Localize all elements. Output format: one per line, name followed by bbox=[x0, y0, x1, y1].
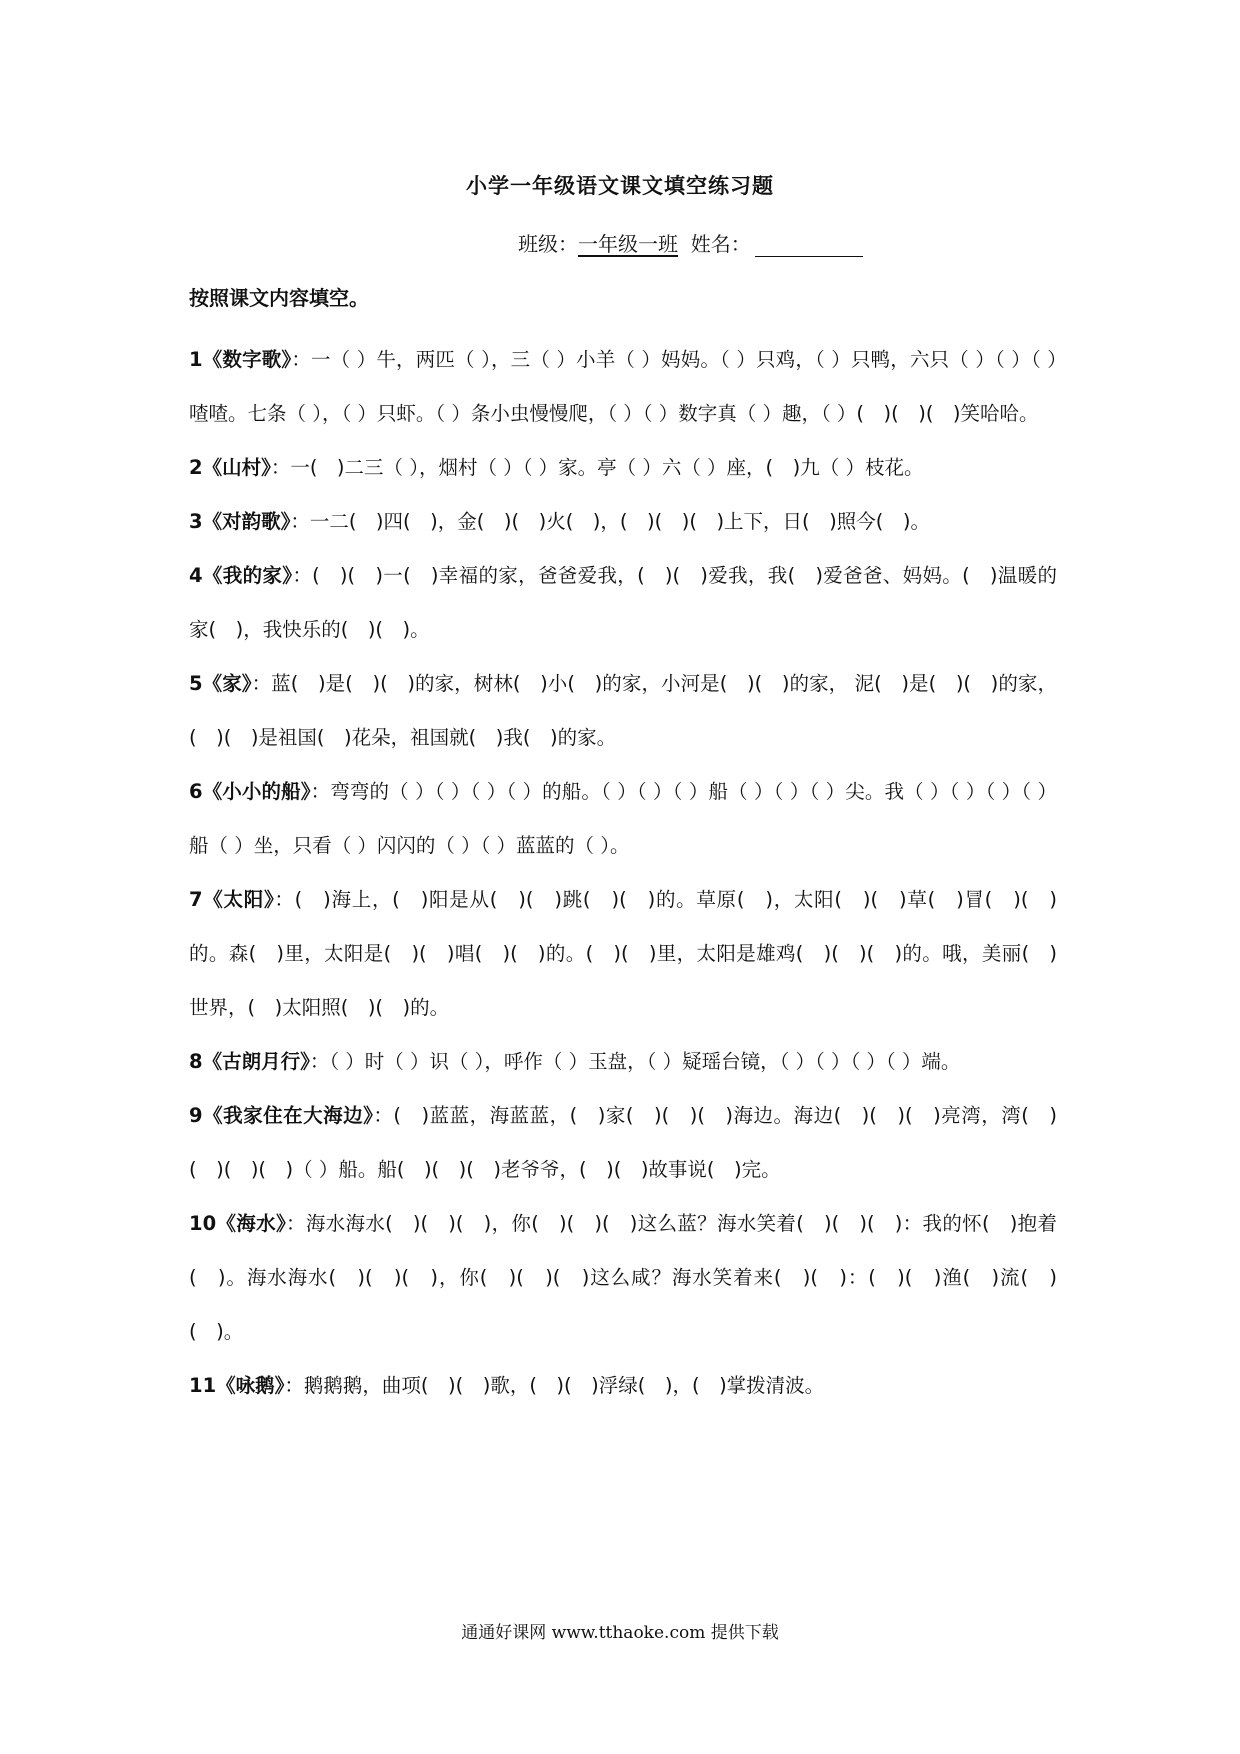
question-item bbox=[189, 333, 1057, 441]
question-item bbox=[189, 1359, 1057, 1413]
question-title: 9《我家住在大海边》 bbox=[189, 1104, 374, 1127]
question-text: ：一二( )四( )，金( )( )火( )，( )( )( )上下，日( )照今( )。 bbox=[290, 510, 930, 533]
question-title: 2《山村》 bbox=[189, 456, 271, 479]
footer-credit: 通通好课网 www.tthaoke.com 提供下载 bbox=[461, 1623, 779, 1643]
instruction-text: 按照课文内容填空。 bbox=[189, 286, 369, 310]
question-title: 6《小小的船》 bbox=[189, 780, 311, 803]
question-text: ：一（ ）牛，两匹（ ），三（ ）小羊（ ）妈妈。（ ）只鸡，（ ）只鸭，六只（ ）（ ）（ ）喳喳。七条（ ），（ ）只虾。（ ）条小虫慢慢爬，（ ）（ ）数字真（ ）趣，（ ）( )( )( )笑哈哈。 bbox=[189, 348, 1057, 425]
question-title: 3《对韵歌》 bbox=[189, 510, 291, 533]
name-label: 姓名： bbox=[690, 232, 751, 256]
question-text: ：一( )二三（ ），烟村（ ）（ ）家。亭（ ）六（ ）座，( )九（ ）枝花。 bbox=[270, 456, 924, 479]
class-label: 班级： bbox=[518, 232, 578, 256]
question-item bbox=[189, 1035, 1057, 1089]
question-text: ：( )蓝蓝，海蓝蓝，( )家( )( )( )海边。海边( )( )( )亮湾，湾( )( )( )( )（ ）船。船( )( )( )老爷爷，( )( )故事说( )完。 bbox=[189, 1104, 1057, 1181]
question-item bbox=[189, 549, 1057, 657]
question-text: ：海水海水( )( )( )，你( )( )( )这么蓝？海水笑着( )( )( )：我的怀( )抱着( )。海水海水( )( )( )，你( )( )( )这么咸？海水笑着来( )( )：( )( )渔( )流( )( )。 bbox=[189, 1212, 1057, 1343]
question-title: 7《太阳》 bbox=[189, 888, 275, 911]
question-text: ：( )( )一( )幸福的家，爸爸爱我，( )( )爱我，我( )爱爸爸、妈妈。( )温暖的家( )，我快乐的( )( )。 bbox=[189, 564, 1057, 641]
question-title: 10《海水》 bbox=[189, 1212, 287, 1235]
name-blank-field[interactable] bbox=[755, 232, 863, 257]
question-item bbox=[189, 873, 1057, 1035]
question-item bbox=[189, 441, 1057, 495]
question-title: 8《古朗月行》 bbox=[189, 1050, 310, 1073]
question-item bbox=[189, 657, 1057, 765]
question-title: 11《咏鹅》 bbox=[189, 1374, 285, 1397]
question-item bbox=[189, 765, 1057, 873]
class-value: 一年级一班 bbox=[578, 232, 678, 256]
question-text: ：（ ）时（ ）识（ ），呼作（ ）玉盘，（ ）疑瑶台镜，（ ）（ ）（ ）（ ）端。 bbox=[309, 1050, 961, 1073]
class-info-line bbox=[518, 228, 863, 257]
question-item bbox=[189, 495, 1057, 549]
question-list bbox=[189, 333, 1057, 1413]
question-text: ：( )海上，( )阳是从( )( )跳( )( )的。草原( )，太阳( )( )草( )冒( )( )的。森( )里，太阳是( )( )唱( )( )的。( )( )里，太阳是雄鸡( )( )( )的。哦，美丽( )世界，( )太阳照( )( )的。 bbox=[189, 888, 1057, 1019]
question-text: ：弯弯的（ ）（ ）（ ）（ ）的船。（ ）（ ）（ ）船（ ）（ ）（ ）尖。我（ ）（ ）（ ）（ ）船（ ）坐，只看（ ）闪闪的（ ）（ ）蓝蓝的（ ）。 bbox=[189, 780, 1057, 857]
question-title: 5《家》 bbox=[189, 672, 252, 695]
question-text: ：鹅鹅鹅，曲项( )( )歌，( )( )浮绿( )，( )掌拨清波。 bbox=[284, 1374, 825, 1397]
question-item bbox=[189, 1197, 1057, 1359]
question-item bbox=[189, 1089, 1057, 1197]
question-text: ：蓝( )是( )( )的家，树林( )小( )的家，小河是( )( )的家， 泥( )是( )( )的家，( )( )是祖国( )花朵，祖国就( )我( )的家。 bbox=[189, 672, 1057, 749]
page-title: 小学一年级语文课文填空练习题 bbox=[466, 173, 774, 198]
question-title: 1《数字歌》 bbox=[189, 348, 292, 371]
question-title: 4《我的家》 bbox=[189, 564, 293, 587]
